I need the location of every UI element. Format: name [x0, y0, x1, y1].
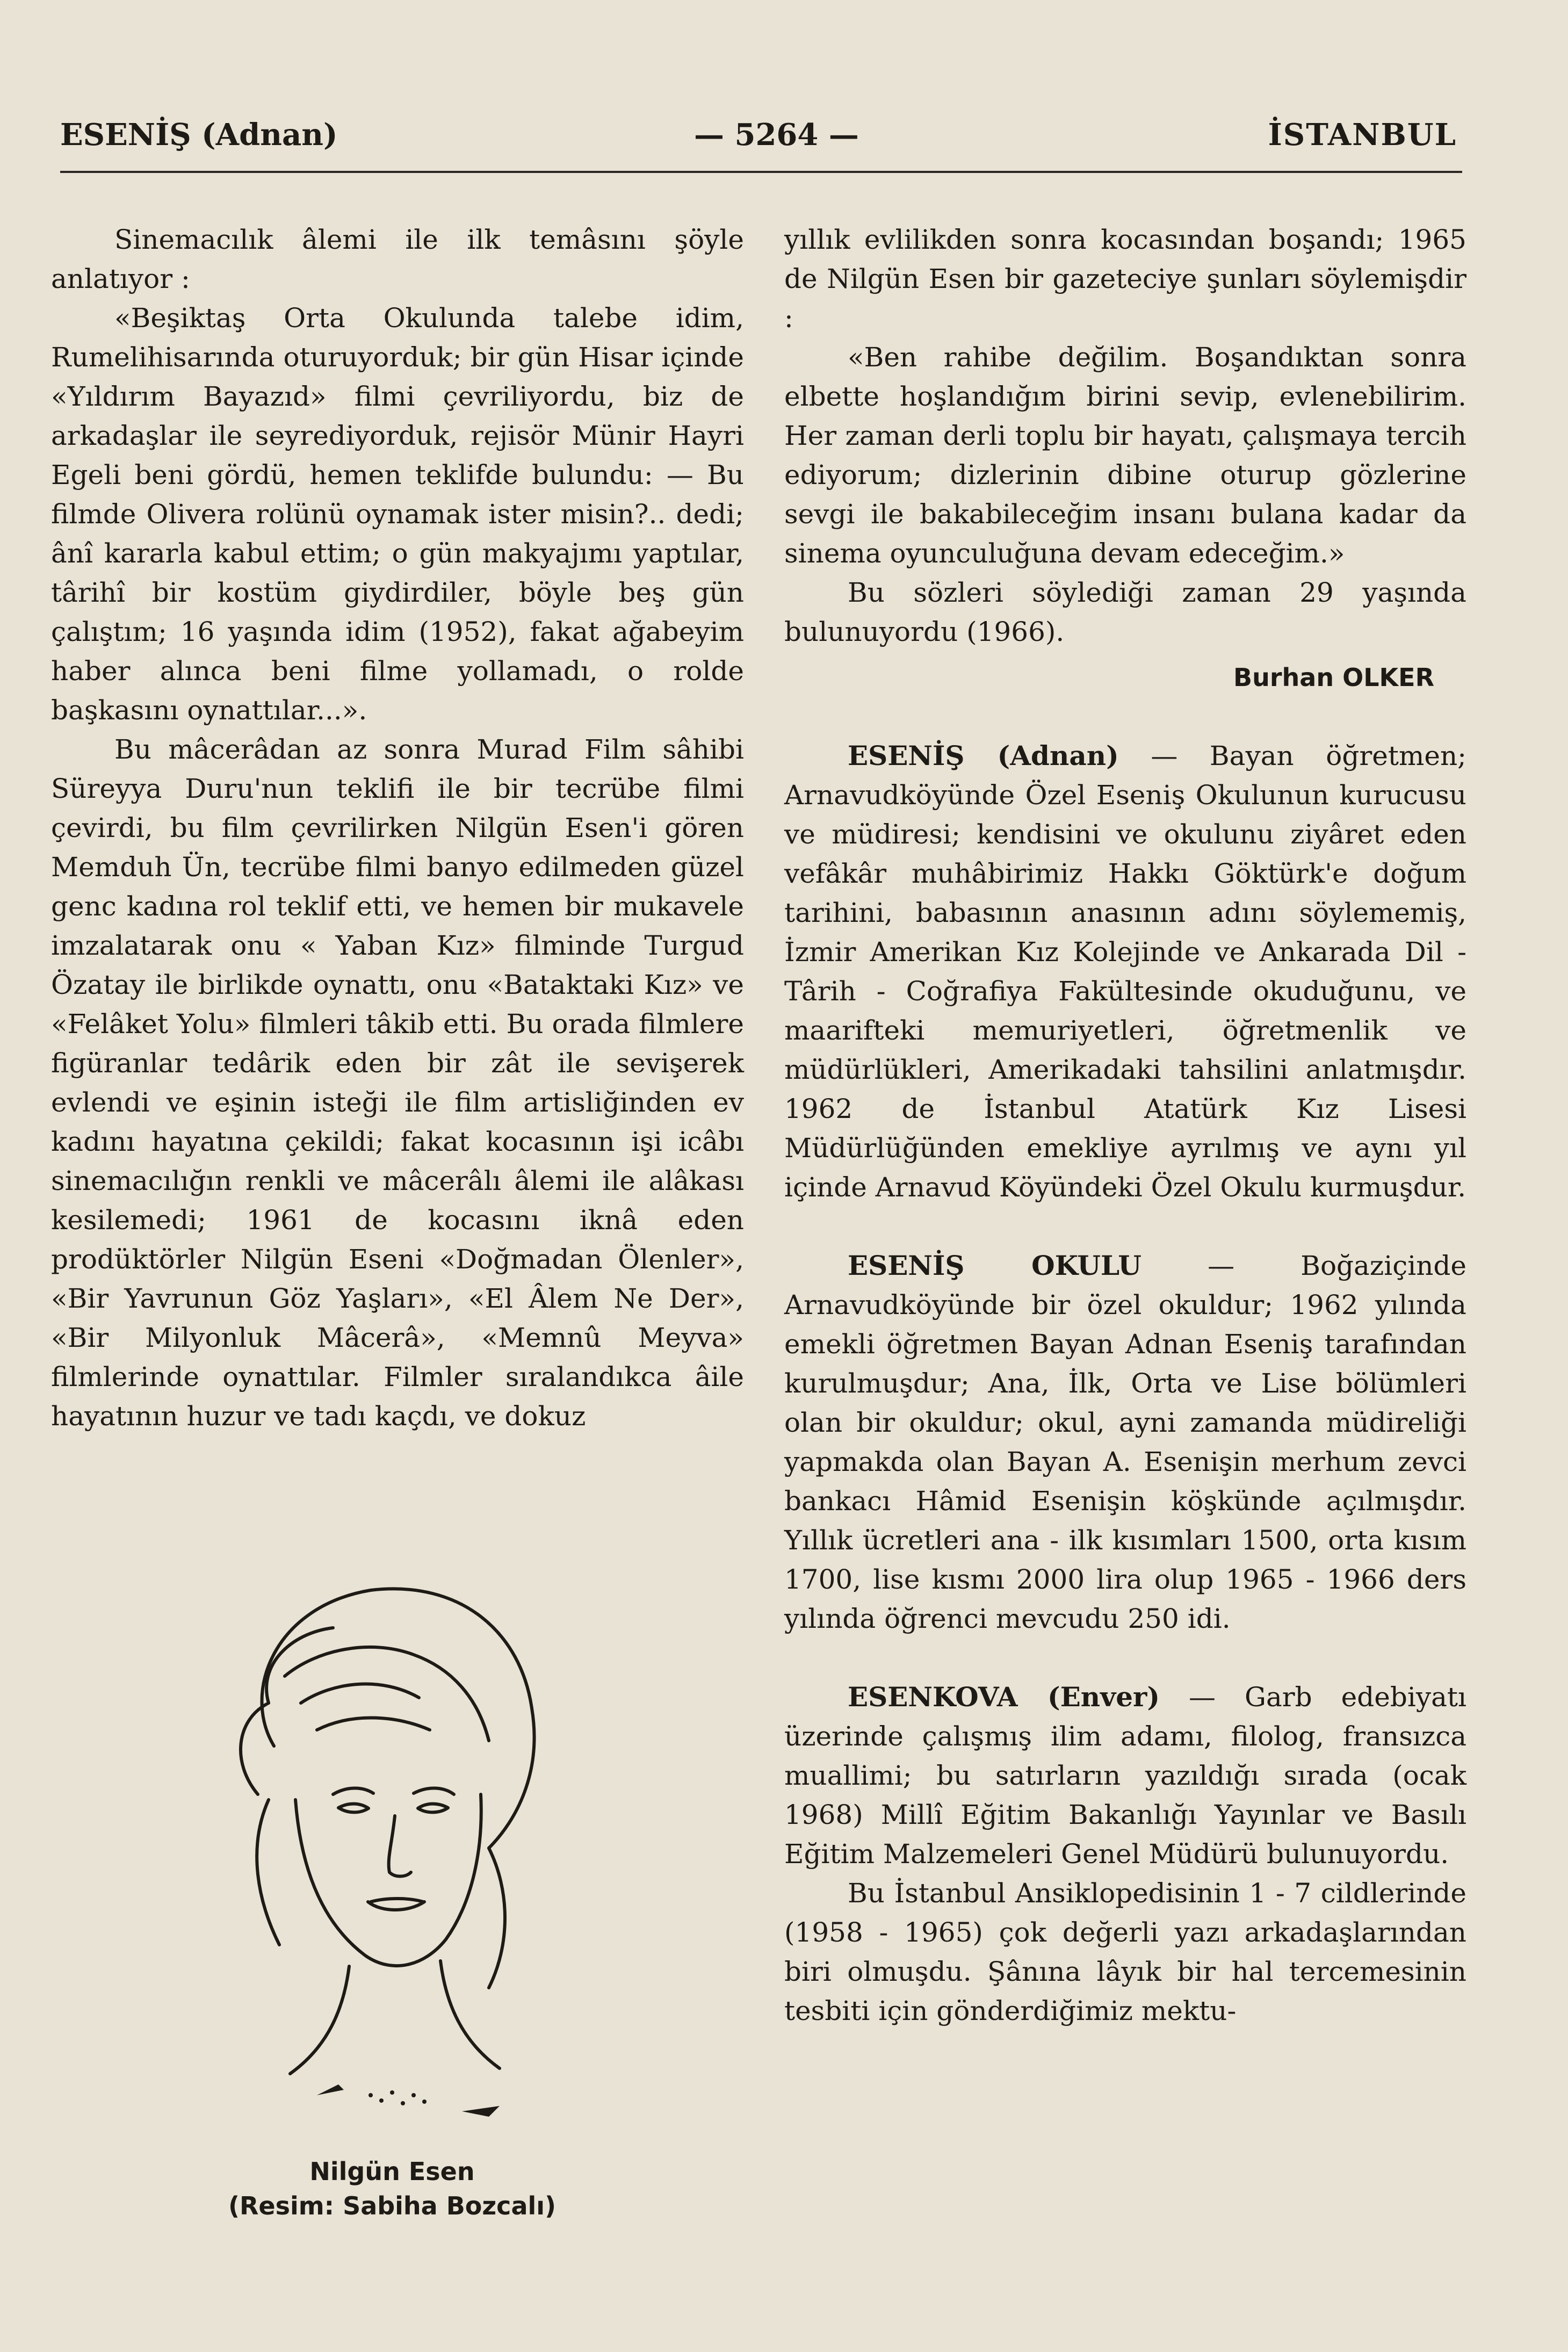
paragraph: Sinemacılık âlemi ile ilk temâsını şöyle anlatıyor : [51, 224, 744, 294]
paragraph: Bu mâcerâdan az sonra Murad Film sâhibi Süreyya Duru'nun teklifi ile bir tecrübe filmi çevirdi, bu film çevrilirken Nilgün Esen'i gören Memduh Ün, tecrübe filmi banyo edilmeden güzel genc kadına rol teklif etti, ve hemen bir mukavele imzalatarak onu « Yaban Kız» filminde Turgud Özatay ile birlikde oynattı, onu «Bataktaki Kız» ve «Felâket Yolu» filmleri tâkib etti. Bu orada filmlere figüranlar tedârik eden bir zât ile sevişerek evlendi ve eşinin isteği ile film artisliğinden ev kadını hayatına çekildi; fakat kocasının işi icâbı sinemacılığın renkli ve mâcerâlı âlemi ile alâkası kesilemedi; 1961 de kocasını iknâ eden prodüktörler Nilgün Eseni «Doğmadan Ölenler», «Bir Yavrunun Göz Yaşları», «El Âlem Ne Der», «Bir Milyonluk Mâcerâ», «Memnû Meyva» filmlerinde oynattılar. Filmler sıralandıkca âile hayatının huzur ve tadı kaçdı, ve dokuz [51, 734, 744, 1432]
portrait-caption [161, 2154, 623, 2223]
right-column [784, 220, 1466, 2031]
caption-name: Nilgün Esen [309, 2157, 475, 2186]
entry-headword: ESENKOVA (Enver) [848, 1681, 1160, 1713]
author-signature: Burhan OLKER [1233, 663, 1434, 692]
paragraph: yıllık evlilikden sonra kocasından boşandı; 1965 de Nilgün Esen bir gazeteciye şunları söylemişdir : [784, 224, 1466, 334]
page-header [60, 117, 1457, 165]
entry-body: — Bayan öğretmen; Arnavudköyünde Özel Eseniş Okulunun kurucusu ve müdiresi; kendisini ve okulunu ziyâret eden vefâkâr muhâbirimiz Hakkı Göktürk'e doğum tarihini, babasının anasının adını söylememiş, İzmir Amerikan Kız Kolejinde ve Ankarada Dil - Târih - Coğrafiya Fakültesinde okuduğunu, ve maarifteki memuriyetleri, öğretmenlik ve müdürlükleri, Amerikadaki tahsilini anlatmışdır. 1962 de İstanbul Atatürk Kız Lisesi Müdürlüğünden emekliye ayrılmış ve aynı yıl içinde Arnavud Köyündeki Özel Okulu kurmuşdur. [784, 740, 1467, 1203]
quote-paragraph: «Ben rahibe değilim. Boşandıktan sonra elbette hoşlandığım birini sevip, evlenebilirim. Her zaman derli toplu bir hayatı, çalışmaya tercih ediyorum; dizlerinin dibine oturup gözlerine sevgi ile bakabileceğim insanı bulana kadar da sinema oyunculuğuna devam edeceğim.» [784, 342, 1466, 569]
caption-credit: (Resim: Sabiha Bozcalı) [228, 2191, 557, 2220]
portrait-illustration [209, 1569, 553, 2160]
header-entry-title: ESENİŞ (Adnan) [60, 117, 338, 153]
entry-headword: ESENİŞ OKULU [848, 1250, 1141, 1281]
entry-body: — Boğaziçinde Arnavudköyünde bir özel okuldur; 1962 yılında emekli öğretmen Bayan Adnan Eseniş tarafından kurulmuşdur; Ana, İlk, Orta ve Lise bölümleri olan bir okuldur; okul, ayni zamanda müdireliği yapmakda olan Bayan A. Esenişin merhum zevci bankacı Hâmid Esenişin köşkünde açılmışdır. Yıllık ücretleri ana - ilk kısımları 1500, orta kısım 1700, lise kısmı 2000 lira olup 1965 - 1966 ders yılında öğrenci mevcudu 250 idi. [784, 1250, 1466, 1634]
page-number: — 5264 — [694, 117, 859, 153]
header-rule [60, 171, 1462, 173]
paragraph: Bu sözleri söylediği zaman 29 yaşında bulunuyordu (1966). [784, 577, 1466, 647]
header-volume: İSTANBUL [1268, 117, 1457, 153]
entry-body: — Garb edebiyatı üzerinde çalışmış ilim adamı, filolog, fransızca muallimi; bu satırların yazıldığı sırada (ocak 1968) Millî Eğitim Bakanlığı Yayınlar ve Basılı Eğitim Malzemeleri Genel Müdürü bulunuyordu. [784, 1682, 1466, 1870]
entry-headword: ESENİŞ (Adnan) [848, 740, 1119, 771]
entry-esenkova-enver [784, 1677, 1466, 2031]
entry-eseniş-okulu [784, 1246, 1466, 1639]
paragraph: «Beşiktaş Orta Okulunda talebe idim, Rumelihisarında oturuyorduk; bir gün Hisar içinde «Yıldırım Bayazıd» filmi çevriliyordu, biz de arkadaşlar ile seyrediyorduk, rejisör Münir Hayri Egeli beni gördü, hemen teklifde bulundu: — Bu filmde Olivera rolünü oynamak ister misin?.. dedi; ânî kararla kabul ettim; o gün makyajımı yaptılar, târihî bir kostüm giydirdiler, böyle beş gün çalıştım; 16 yaşında idim (1952), fakat ağabeyim haber alınca beni filme yollamadı, o rolde başkasını oynattılar...». [51, 302, 744, 726]
entry-body: Bu İstanbul Ansiklopedisinin 1 - 7 cildlerinde (1958 - 1965) çok değerli yazı arkadaşlarından biri olmuşdu. Şânına lâyık bir hal tercemesinin tesbiti için gönderdiğimiz mektu- [784, 1878, 1466, 2026]
entry-eseniş-adnan [784, 736, 1466, 1207]
left-column [51, 220, 744, 1436]
